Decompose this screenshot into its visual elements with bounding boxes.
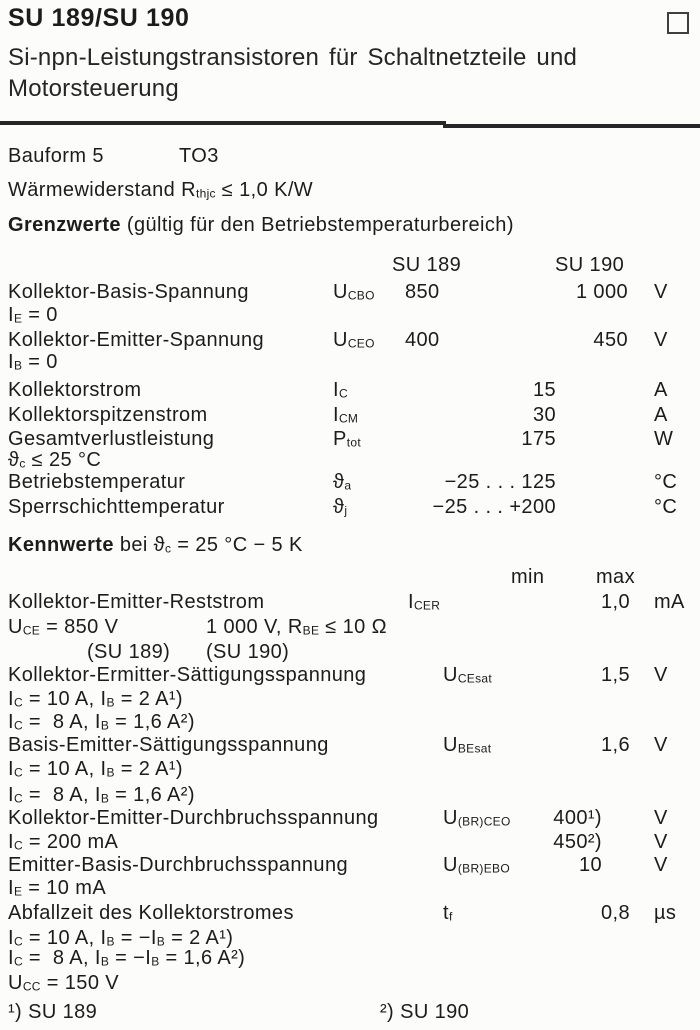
row-value: 175	[521, 428, 556, 450]
condition-text: $I_C = 200$ mA	[8, 831, 119, 853]
row-unit: A	[654, 404, 668, 426]
footnote-1: ¹) SU 189	[8, 1001, 98, 1023]
condition-text: $U_{CE} = 850$ V	[8, 616, 119, 638]
row-unit: °C	[654, 496, 678, 518]
table-row	[0, 590, 700, 616]
kennwerte-heading-note: bei $ϑ_c = 25$ °C − 5 K	[113, 534, 303, 556]
kennwerte-colheads	[0, 565, 700, 591]
row-symbol: $I_{CM}$	[333, 404, 359, 426]
condition-text: $ϑ_c \le 25$ °C	[8, 449, 102, 471]
row-symbol: $I_{CER}$	[408, 591, 441, 613]
row-symbol: $U_{(BR)CEO}$	[443, 807, 511, 829]
condition-text: $I_C = 10$ A, $I_B = -I_B = 2$ A¹)	[8, 927, 234, 949]
bauform-label: Bauform 5	[8, 145, 104, 167]
row-unit: W	[654, 428, 674, 450]
row-symbol: $ϑ_a$	[333, 471, 352, 493]
row-value: 30	[532, 404, 556, 426]
table-row	[0, 663, 700, 689]
row-condition	[0, 757, 700, 783]
row-label: Betriebstemperatur	[8, 471, 186, 493]
grenzwerte-colheads	[0, 253, 700, 279]
row-label: Kollektor-Basis-Spannung	[8, 281, 249, 303]
condition-text: $I_C = 8$ A, $I_B = 1,6$ A²)	[8, 784, 195, 806]
table-row	[0, 470, 700, 496]
condition-text: $I_C = 10$ A, $I_B = 2$ A¹)	[8, 688, 183, 710]
row-unit: µs	[654, 902, 677, 924]
condition-text: $I_E = 10$ mA	[8, 877, 107, 899]
row-symbol: $ϑ_j$	[333, 496, 348, 518]
table-row	[0, 403, 700, 429]
row-value-min: 400¹)	[553, 807, 602, 829]
grenzwerte-heading-note: (gültig für den Betriebstemperaturbereich)	[120, 214, 514, 236]
page-title: SU 189/SU 190	[8, 4, 190, 32]
table-row	[0, 495, 700, 521]
row-value: −25 . . . 125	[444, 471, 556, 493]
row-condition	[0, 615, 700, 641]
row-unit: °C	[654, 471, 678, 493]
grenzwerte-heading	[8, 213, 514, 237]
table-row	[0, 733, 700, 759]
row-symbol: $P_{tot}$	[333, 428, 361, 450]
footnotes-line	[0, 1000, 700, 1026]
row-value-min: 450²)	[553, 831, 602, 853]
row-symbol: $U_{CBO}$	[333, 281, 375, 303]
row-value: −25 . . . +200	[432, 496, 556, 518]
condition-text: $I_C = 8$ A, $I_B = 1,6$ A²)	[8, 711, 195, 733]
square-marker-icon	[667, 12, 689, 34]
page-subtitle-cont: Motorsteuerung	[8, 75, 179, 102]
row-unit: V	[654, 854, 668, 876]
row-condition	[0, 876, 700, 902]
row-label: Kollektor-Emitter-Durchbruchsspannung	[8, 807, 379, 829]
divider-rule-left	[0, 121, 446, 125]
row-label: Gesamtverlustleistung	[8, 428, 215, 450]
row-unit: V	[654, 807, 668, 829]
kennwerte-heading-bold: Kennwerte	[8, 534, 114, 556]
row-condition	[0, 971, 700, 997]
row-label: Kollektor-Emitter-Reststrom	[8, 591, 265, 613]
row-label: Kollektor-Ermitter-Sättigungsspannung	[8, 664, 367, 686]
table-row	[0, 378, 700, 404]
column-header-su189: SU 189	[392, 254, 462, 276]
table-row	[0, 806, 700, 832]
row-symbol: $U_{(BR)EBO}$	[443, 854, 510, 876]
divider-rule-right	[443, 124, 700, 128]
row-label: Kollektorstrom	[8, 379, 142, 401]
row-value-max: 0,8	[600, 902, 630, 924]
row-value-max: 1,5	[600, 664, 630, 686]
thermal-line	[0, 178, 700, 204]
row-value-su189: 850	[405, 281, 440, 303]
row-unit: V	[654, 664, 668, 686]
row-symbol: $U_{CEsat}$	[443, 664, 493, 686]
row-symbol: $I_C$	[333, 379, 348, 401]
condition-text: (SU 190)	[206, 641, 290, 663]
row-unit: V	[654, 734, 668, 756]
row-label: Kollektorspitzenstrom	[8, 404, 208, 426]
grenzwerte-heading-line	[0, 213, 700, 239]
column-header-su190: SU 190	[555, 254, 625, 276]
row-unit: A	[654, 379, 668, 401]
row-symbol: $t_f$	[443, 902, 453, 924]
column-header-max: max	[596, 566, 635, 588]
condition-text: $I_C = 8$ A, $I_B = -I_B = 1,6$ A²)	[8, 947, 246, 969]
row-value-max: 1,0	[600, 591, 630, 613]
kennwerte-heading	[8, 533, 303, 560]
row-label: Basis-Emitter-Sättigungsspannung	[8, 734, 329, 756]
bauform-line	[0, 144, 700, 170]
kennwerte-heading-line	[0, 533, 700, 559]
row-condition	[0, 350, 700, 376]
row-unit: V	[654, 329, 668, 351]
row-symbol: $U_{BEsat}$	[443, 734, 492, 756]
condition-text: 1 000 V, $R_{BE} \le 10$ Ω	[206, 616, 387, 638]
column-header-min: min	[511, 566, 545, 588]
row-value-su190: 450	[593, 329, 628, 351]
row-label: Kollektor-Emitter-Spannung	[8, 329, 265, 351]
bauform-value: TO3	[179, 145, 219, 167]
footnote-2: ²) SU 190	[380, 1001, 470, 1023]
condition-text: $I_C = 10$ A, $I_B = 2$ A¹)	[8, 758, 183, 780]
row-symbol: $U_{CEO}$	[333, 329, 375, 351]
row-unit: mA	[654, 591, 685, 613]
condition-text: (SU 189)	[87, 641, 171, 663]
condition-text: $I_B = 0$	[8, 351, 58, 373]
row-value-su189: 400	[405, 329, 440, 351]
row-label: Emitter-Basis-Durchbruchsspannung	[8, 854, 349, 876]
row-value-min: 10	[578, 854, 602, 876]
table-row	[0, 901, 700, 927]
row-value-max: 1,6	[600, 734, 630, 756]
row-unit: V	[654, 831, 668, 853]
condition-text: $I_E = 0$	[8, 304, 58, 326]
row-condition	[0, 946, 700, 972]
row-value-su190: 1 000	[575, 281, 628, 303]
row-condition	[0, 303, 700, 329]
grenzwerte-heading-bold: Grenzwerte	[8, 214, 121, 236]
row-value: 15	[532, 379, 556, 401]
row-label: Sperrschichttemperatur	[8, 496, 225, 518]
title-line	[0, 4, 700, 34]
thermal-resistance: Wärmewiderstand $R_{thjc} \le 1,0$ K/W	[8, 179, 314, 201]
row-label: Abfallzeit des Kollektorstromes	[8, 902, 294, 924]
page-subtitle: Si-npn-Leistungstransistoren für Schaltnetzteile und	[8, 44, 578, 71]
row-unit: V	[654, 281, 668, 303]
subtitle-line-2	[0, 75, 700, 105]
condition-text: $U_{CC} = 150$ V	[8, 972, 120, 994]
subtitle-line-1	[0, 44, 700, 74]
